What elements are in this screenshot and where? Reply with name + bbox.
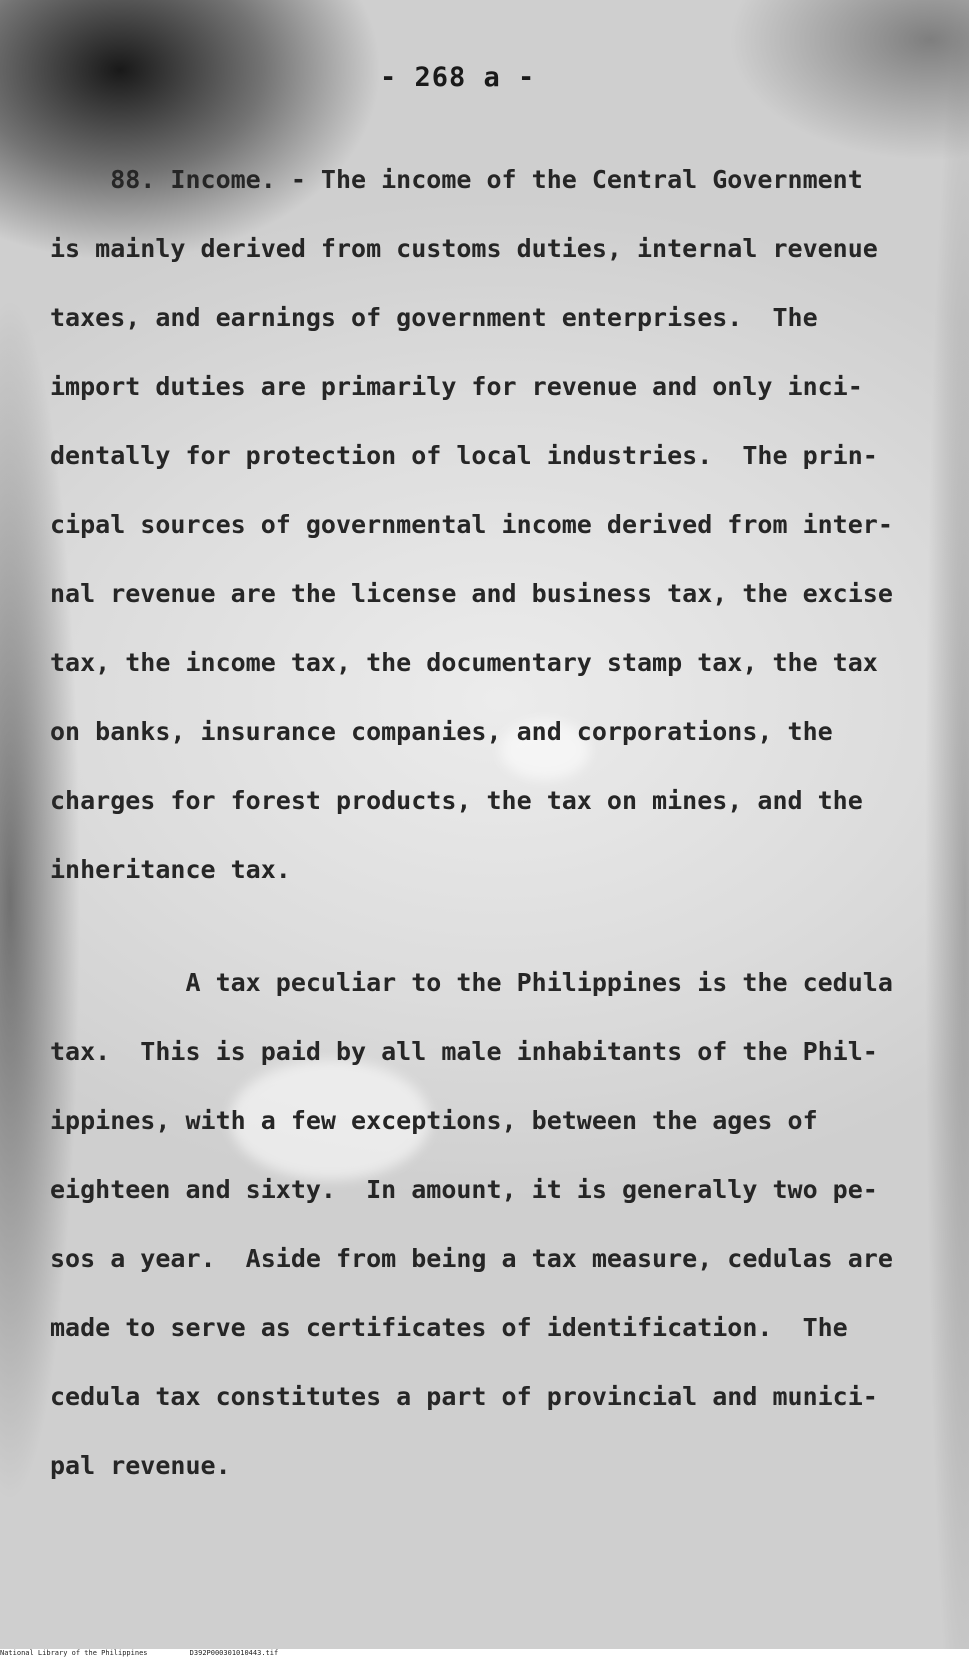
paragraph-income <box>50 145 930 904</box>
text-line: nal revenue are the license and business tax, the excise <box>50 579 893 608</box>
text-line: dentally for protection of local industries. The prin- <box>50 441 878 470</box>
text-line: cedula tax constitutes a part of provincial and munici- <box>50 1382 878 1411</box>
text-line: pal revenue. <box>50 1451 231 1480</box>
text-line: 88. Income. - The income of the Central Government <box>50 165 863 194</box>
scan-footer <box>0 1649 969 1658</box>
text-line: A tax peculiar to the Philippines is the cedula <box>50 968 893 997</box>
text-line: tax. This is paid by all male inhabitants of the Phil- <box>50 1037 878 1066</box>
text-line: import duties are primarily for revenue and only inci- <box>50 372 863 401</box>
text-line: is mainly derived from customs duties, internal revenue <box>50 234 878 263</box>
footer-file: D392P000301010443.tif <box>189 1649 279 1657</box>
text-line: ippines, with a few exceptions, between the ages of <box>50 1106 818 1135</box>
text-line: eighteen and sixty. In amount, it is generally two pe- <box>50 1175 878 1204</box>
text-line: tax, the income tax, the documentary stamp tax, the tax <box>50 648 878 677</box>
text-line: sos a year. Aside from being a tax measure, cedulas are <box>50 1244 893 1273</box>
text-line: made to serve as certificates of identification. The <box>50 1313 848 1342</box>
paragraph-cedula-tax <box>50 948 930 1500</box>
text-line: taxes, and earnings of government enterprises. The <box>50 303 818 332</box>
footer-source: National Library of the Philippines <box>0 1649 148 1657</box>
text-line: inheritance tax. <box>50 855 291 884</box>
text-line: cipal sources of governmental income derived from inter- <box>50 510 893 539</box>
text-line: on banks, insurance companies, and corporations, the <box>50 717 833 746</box>
page-number: - 268 a - <box>380 62 536 93</box>
text-line: charges for forest products, the tax on mines, and the <box>50 786 863 815</box>
